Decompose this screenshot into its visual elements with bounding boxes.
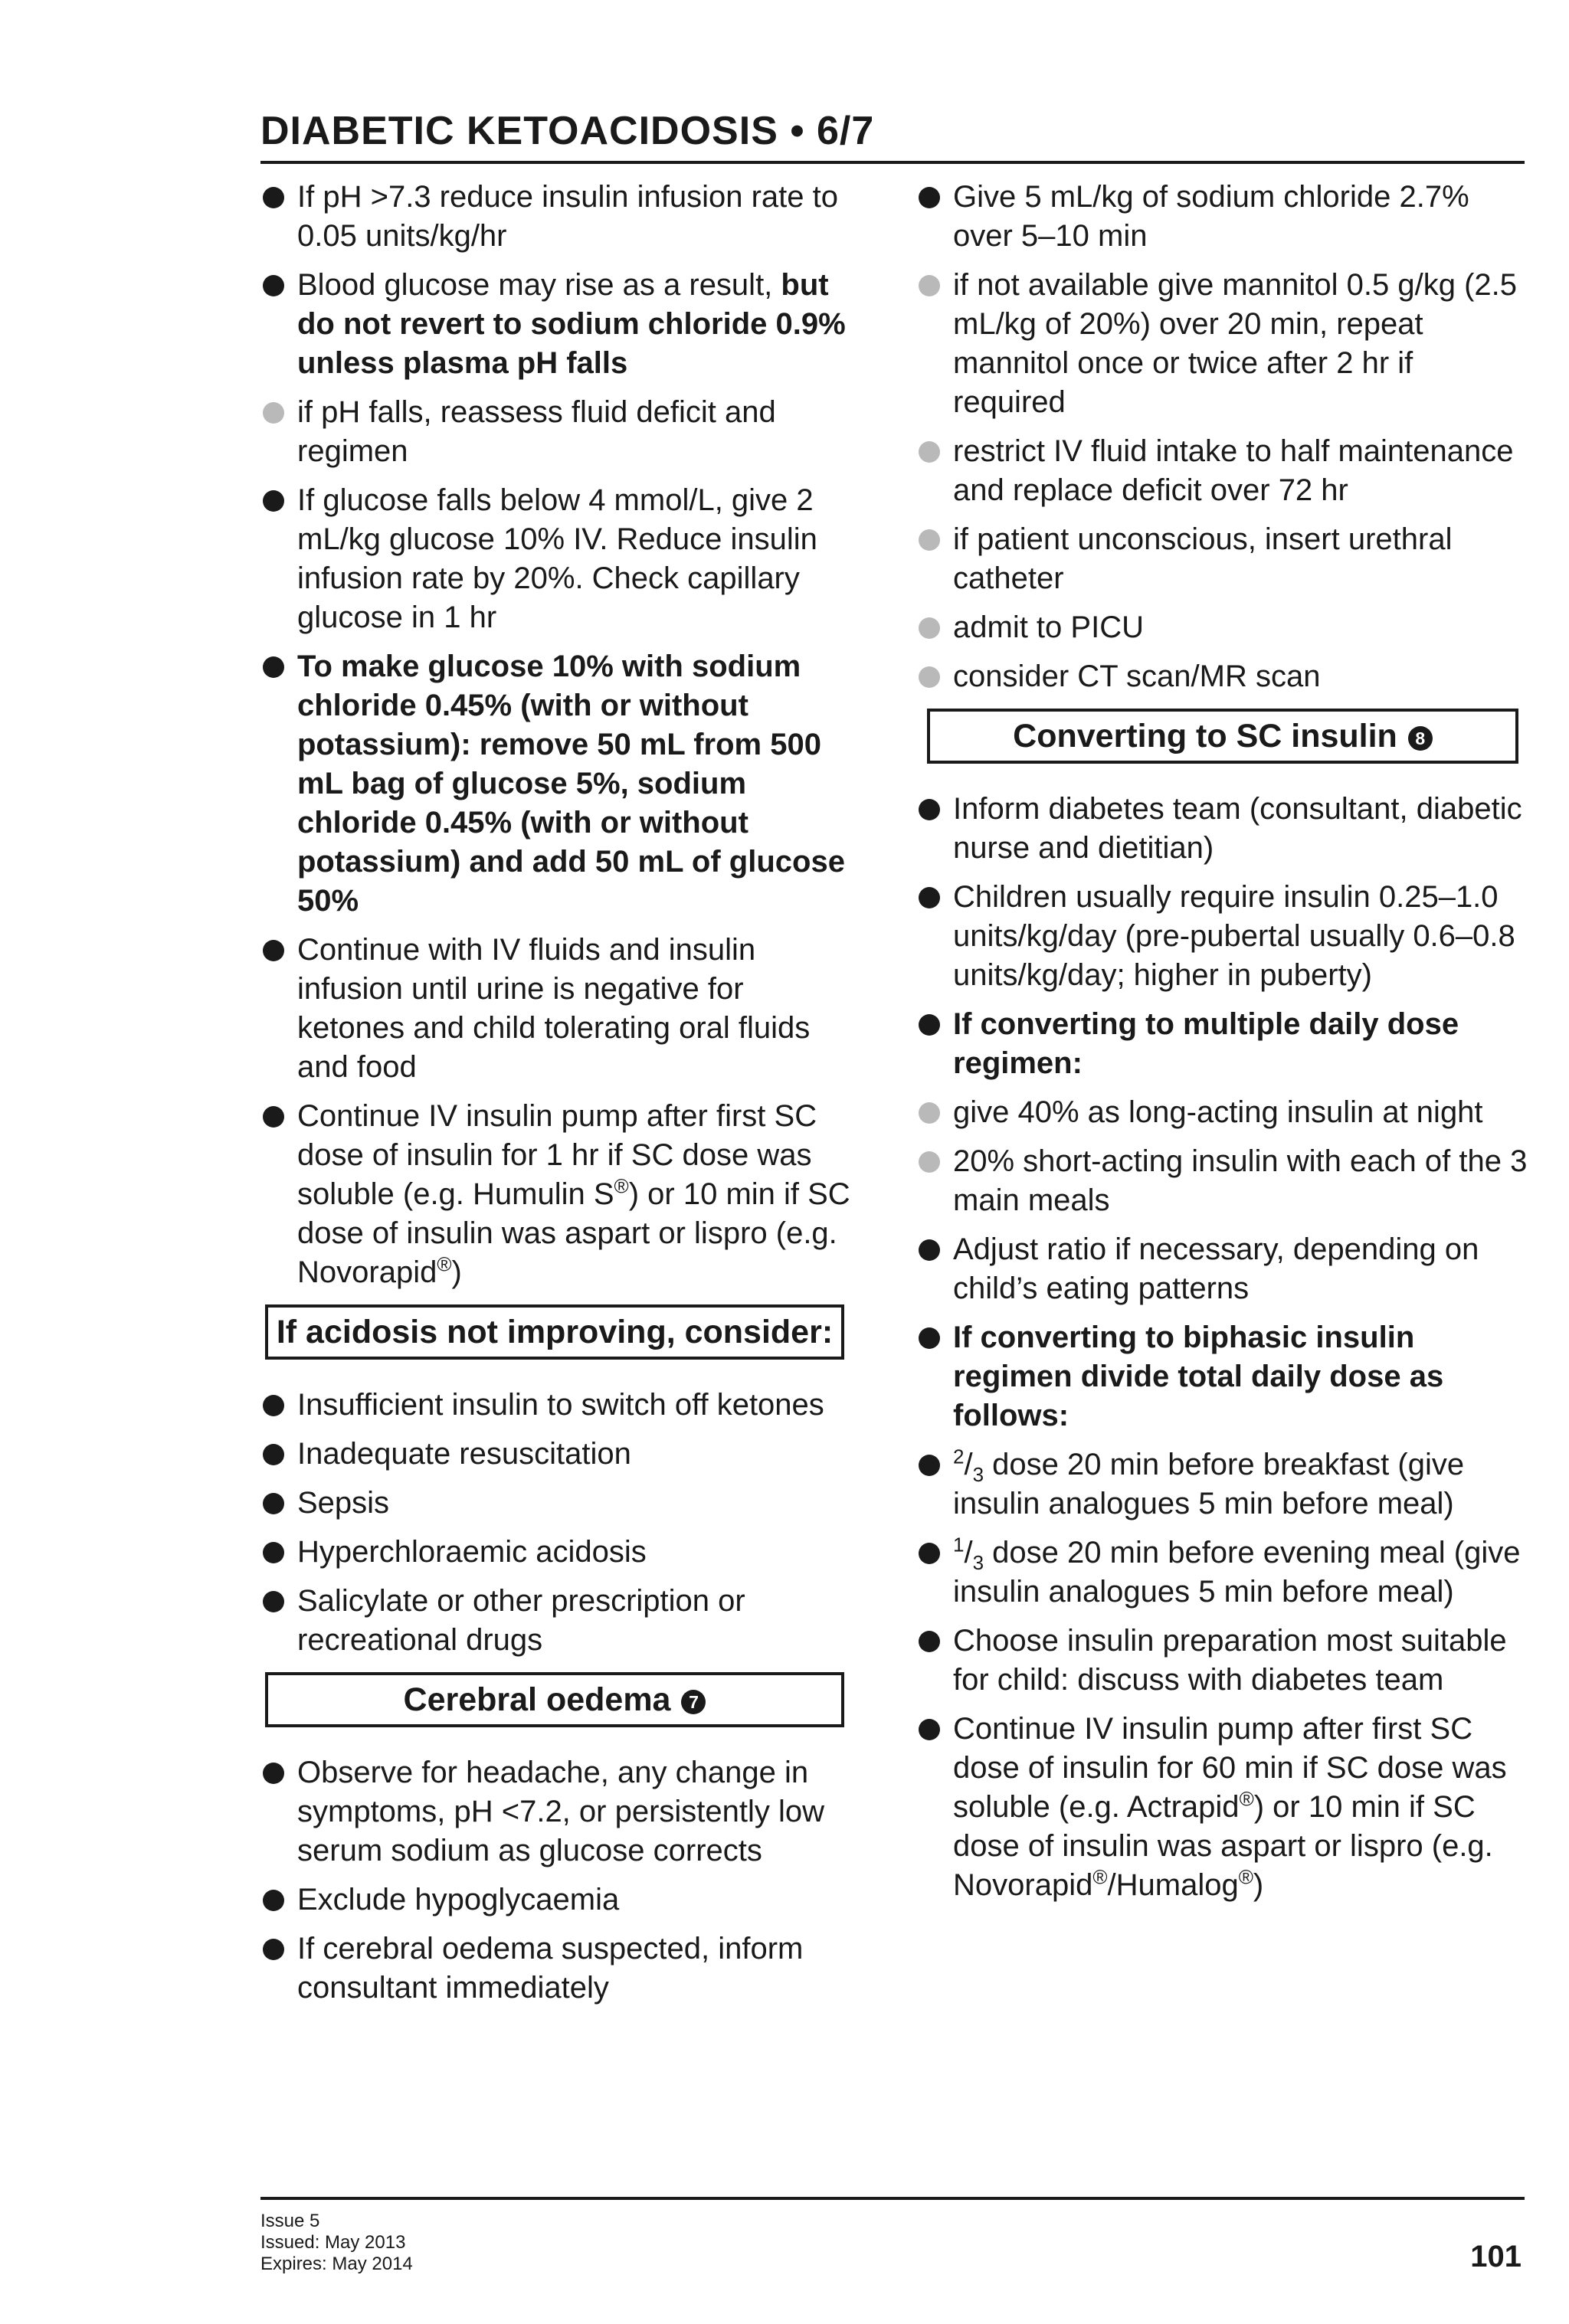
expiry-date: Expires: May 2014 (260, 2254, 413, 2274)
bullet-black-icon (260, 1880, 297, 1920)
bullet-black-icon (260, 1484, 297, 1523)
list-item: $^1/_3$ dose 20 min before evening meal (give insulin analogues 5 min before meal) (916, 1534, 1529, 1612)
bullet-black-icon (260, 1097, 297, 1292)
list-item: 20% short-acting insulin with each of the 3 main meals (916, 1142, 1529, 1220)
list-item: if not available give mannitol 0.5 g/kg (2.5 mL/kg of 20%) over 20 min, repeat mannitol once or twice after 2 hr if required (916, 266, 1529, 422)
bullet-black-icon (260, 647, 297, 921)
issued-date: Issued: May 2013 (260, 2232, 406, 2253)
list-item: If glucose falls below 4 mmol/L, give 2 mL/kg glucose 10% IV. Reduce insulin infusion rate by 20%. Check capillary glucose in 1 hr (260, 481, 858, 637)
footnote-number-icon: 8 (1408, 726, 1433, 751)
list-item: If converting to multiple daily dose regimen: (916, 1005, 1529, 1083)
footnote-number-icon: 7 (681, 1690, 706, 1714)
list-item: Continue IV insulin pump after first SC dose of insulin for 60 min if SC dose was soluble (e.g. Actrapid®) or 10 min if SC dose of insulin was aspart or lispro (e.g. Novorapid®/Humalog®) (916, 1710, 1529, 1905)
list-item: If cerebral oedema suspected, inform consultant immediately (260, 1930, 858, 2008)
right-column (916, 178, 1529, 1915)
bullet-black-icon (260, 1930, 297, 2008)
bullet-grey-icon (916, 608, 953, 647)
left-column (260, 178, 858, 2018)
issue-number: Issue 5 (260, 2211, 320, 2231)
bullet-black-icon (260, 1582, 297, 1660)
bullet-black-icon (260, 178, 297, 256)
list-item: Give 5 mL/kg of sodium chloride 2.7% over 5–10 min (916, 178, 1529, 256)
bullet-black-icon (260, 1435, 297, 1474)
bullet-black-icon (916, 1318, 953, 1435)
list-item: consider CT scan/MR scan (916, 657, 1529, 696)
list-item: admit to PICU (916, 608, 1529, 647)
bullet-black-icon (916, 1005, 953, 1083)
list-item: Children usually require insulin 0.25–1.0 units/kg/day (pre-pubertal usually 0.6–0.8 units/kg/day; higher in puberty) (916, 878, 1529, 995)
page-number: 101 (1470, 2240, 1522, 2273)
list-item: Inadequate resuscitation (260, 1435, 858, 1474)
bullet-black-icon (260, 481, 297, 637)
list-item: $^2/_3$ dose 20 min before breakfast (give insulin analogues 5 min before meal) (916, 1445, 1529, 1524)
bullet-grey-icon (916, 432, 953, 510)
list-item: Insufficient insulin to switch off ketones (260, 1386, 858, 1425)
bullet-black-icon (916, 790, 953, 868)
bullet-black-icon (916, 1622, 953, 1700)
section-heading-acidosis: If acidosis not improving, consider: (265, 1304, 844, 1360)
bullet-grey-icon (916, 1142, 953, 1220)
list-item: Salicylate or other prescription or recreational drugs (260, 1582, 858, 1660)
bullet-grey-icon (916, 266, 953, 422)
list-item: If converting to biphasic insulin regimen divide total daily dose as follows: (916, 1318, 1529, 1435)
list-item: Inform diabetes team (consultant, diabetic nurse and dietitian) (916, 790, 1529, 868)
bullet-black-icon (260, 1753, 297, 1871)
bullet-black-icon (916, 1710, 953, 1905)
bullet-grey-icon (260, 393, 297, 471)
list-item: Continue IV insulin pump after first SC dose of insulin for 1 hr if SC dose was soluble (e.g. Humulin S®) or 10 min if SC dose of insulin was aspart or lispro (e.g. Novorapid®) (260, 1097, 858, 1292)
section-heading-converting-sc-insulin: Converting to SC insulin 8 (927, 709, 1518, 764)
list-item: Sepsis (260, 1484, 858, 1523)
list-item: Exclude hypoglycaemia (260, 1880, 858, 1920)
bullet-black-icon (260, 1386, 297, 1425)
bullet-grey-icon (916, 657, 953, 696)
list-item: if pH falls, reassess fluid deficit and regimen (260, 393, 858, 471)
title-rule (260, 161, 1525, 164)
bullet-black-icon (916, 1445, 953, 1524)
list-item: Blood glucose may rise as a result, but do not revert to sodium chloride 0.9% unless plasma pH falls (260, 266, 858, 383)
section-heading-cerebral-oedema: Cerebral oedema 7 (265, 1672, 844, 1727)
bullet-black-icon (916, 1534, 953, 1612)
list-item: Continue with IV fluids and insulin infusion until urine is negative for ketones and child tolerating oral fluids and food (260, 931, 858, 1087)
list-item: To make glucose 10% with sodium chloride 0.45% (with or without potassium): remove 50 mL from 500 mL bag of glucose 5%, sodium chloride 0.45% (with or without potassium) and add 50 mL of glucose 50% (260, 647, 858, 921)
list-item: Observe for headache, any change in symptoms, pH <7.2, or persistently low serum sodium as glucose corrects (260, 1753, 858, 1871)
bullet-black-icon (260, 266, 297, 383)
footer-rule (260, 2197, 1525, 2200)
list-item: restrict IV fluid intake to half maintenance and replace deficit over 72 hr (916, 432, 1529, 510)
list-item: Hyperchloraemic acidosis (260, 1533, 858, 1572)
bullet-black-icon (916, 1230, 953, 1308)
bullet-grey-icon (916, 1093, 953, 1132)
bullet-black-icon (916, 178, 953, 256)
bullet-grey-icon (916, 520, 953, 598)
bullet-black-icon (260, 931, 297, 1087)
page-title: DIABETIC KETOACIDOSIS • 6/7 (260, 109, 875, 153)
list-item: give 40% as long-acting insulin at night (916, 1093, 1529, 1132)
footer-info (260, 2211, 413, 2275)
list-item: if patient unconscious, insert urethral catheter (916, 520, 1529, 598)
bullet-black-icon (916, 878, 953, 995)
list-item: Adjust ratio if necessary, depending on child’s eating patterns (916, 1230, 1529, 1308)
bullet-black-icon (260, 1533, 297, 1572)
list-item: Choose insulin preparation most suitable for child: discuss with diabetes team (916, 1622, 1529, 1700)
list-item: If pH >7.3 reduce insulin infusion rate to 0.05 units/kg/hr (260, 178, 858, 256)
